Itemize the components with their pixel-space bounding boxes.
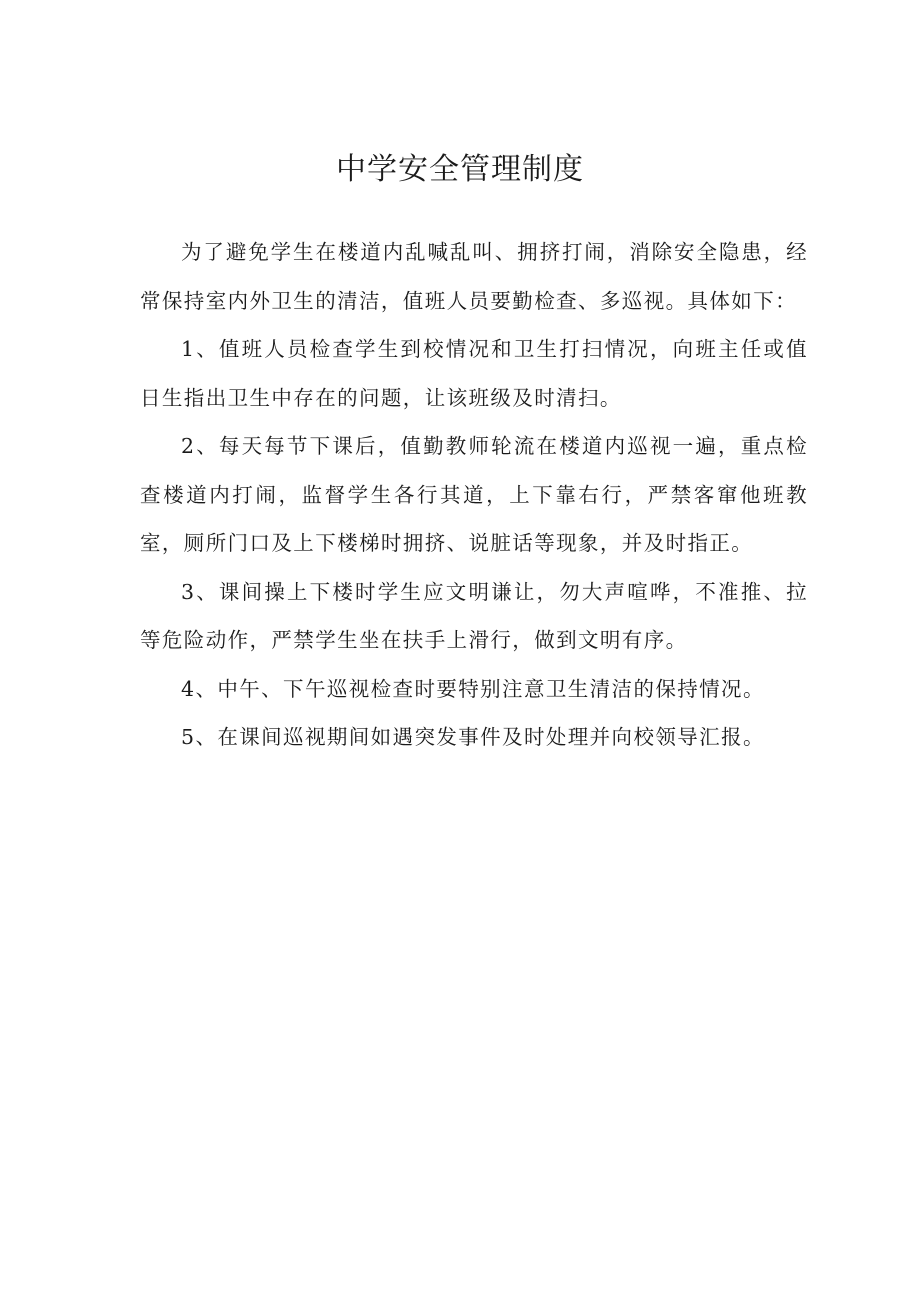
rule-item-4: 4、中午、下午巡视检查时要特别注意卫生清洁的保持情况。 xyxy=(181,676,765,701)
rule-item-2: 2、每天每节下课后，值勤教师轮流在楼道内巡视一遍，重点检查楼道内打闹，监督学生各行其道，上下靠右行，严禁客窜他班教室，厕所门口及上下楼梯时拥挤、说脏话等现象，并及时指正。 xyxy=(140,434,808,555)
rule-item-5: 5、在课间巡视期间如遇突发事件及时处理并向校领导汇报。 xyxy=(181,725,765,749)
intro-paragraph: 为了避免学生在楼道内乱喊乱叫、拥挤打闹，消除安全隐患，经常保持室内外卫生的清洁，值班人员要勤检查、多巡视。具体如下： xyxy=(140,240,808,313)
rule-item-1: 1、值班人员检查学生到校情况和卫生打扫情况，向班主任或值日生指出卫生中存在的问题，让该班级及时清扫。 xyxy=(140,337,808,410)
rule-item-3: 3、课间操上下楼时学生应文明谦让，勿大声喧哗，不准推、拉等危险动作，严禁学生坐在扶手上滑行，做到文明有序。 xyxy=(140,579,808,652)
document-title: 中学安全管理制度 xyxy=(336,152,584,187)
document-body xyxy=(140,228,808,762)
